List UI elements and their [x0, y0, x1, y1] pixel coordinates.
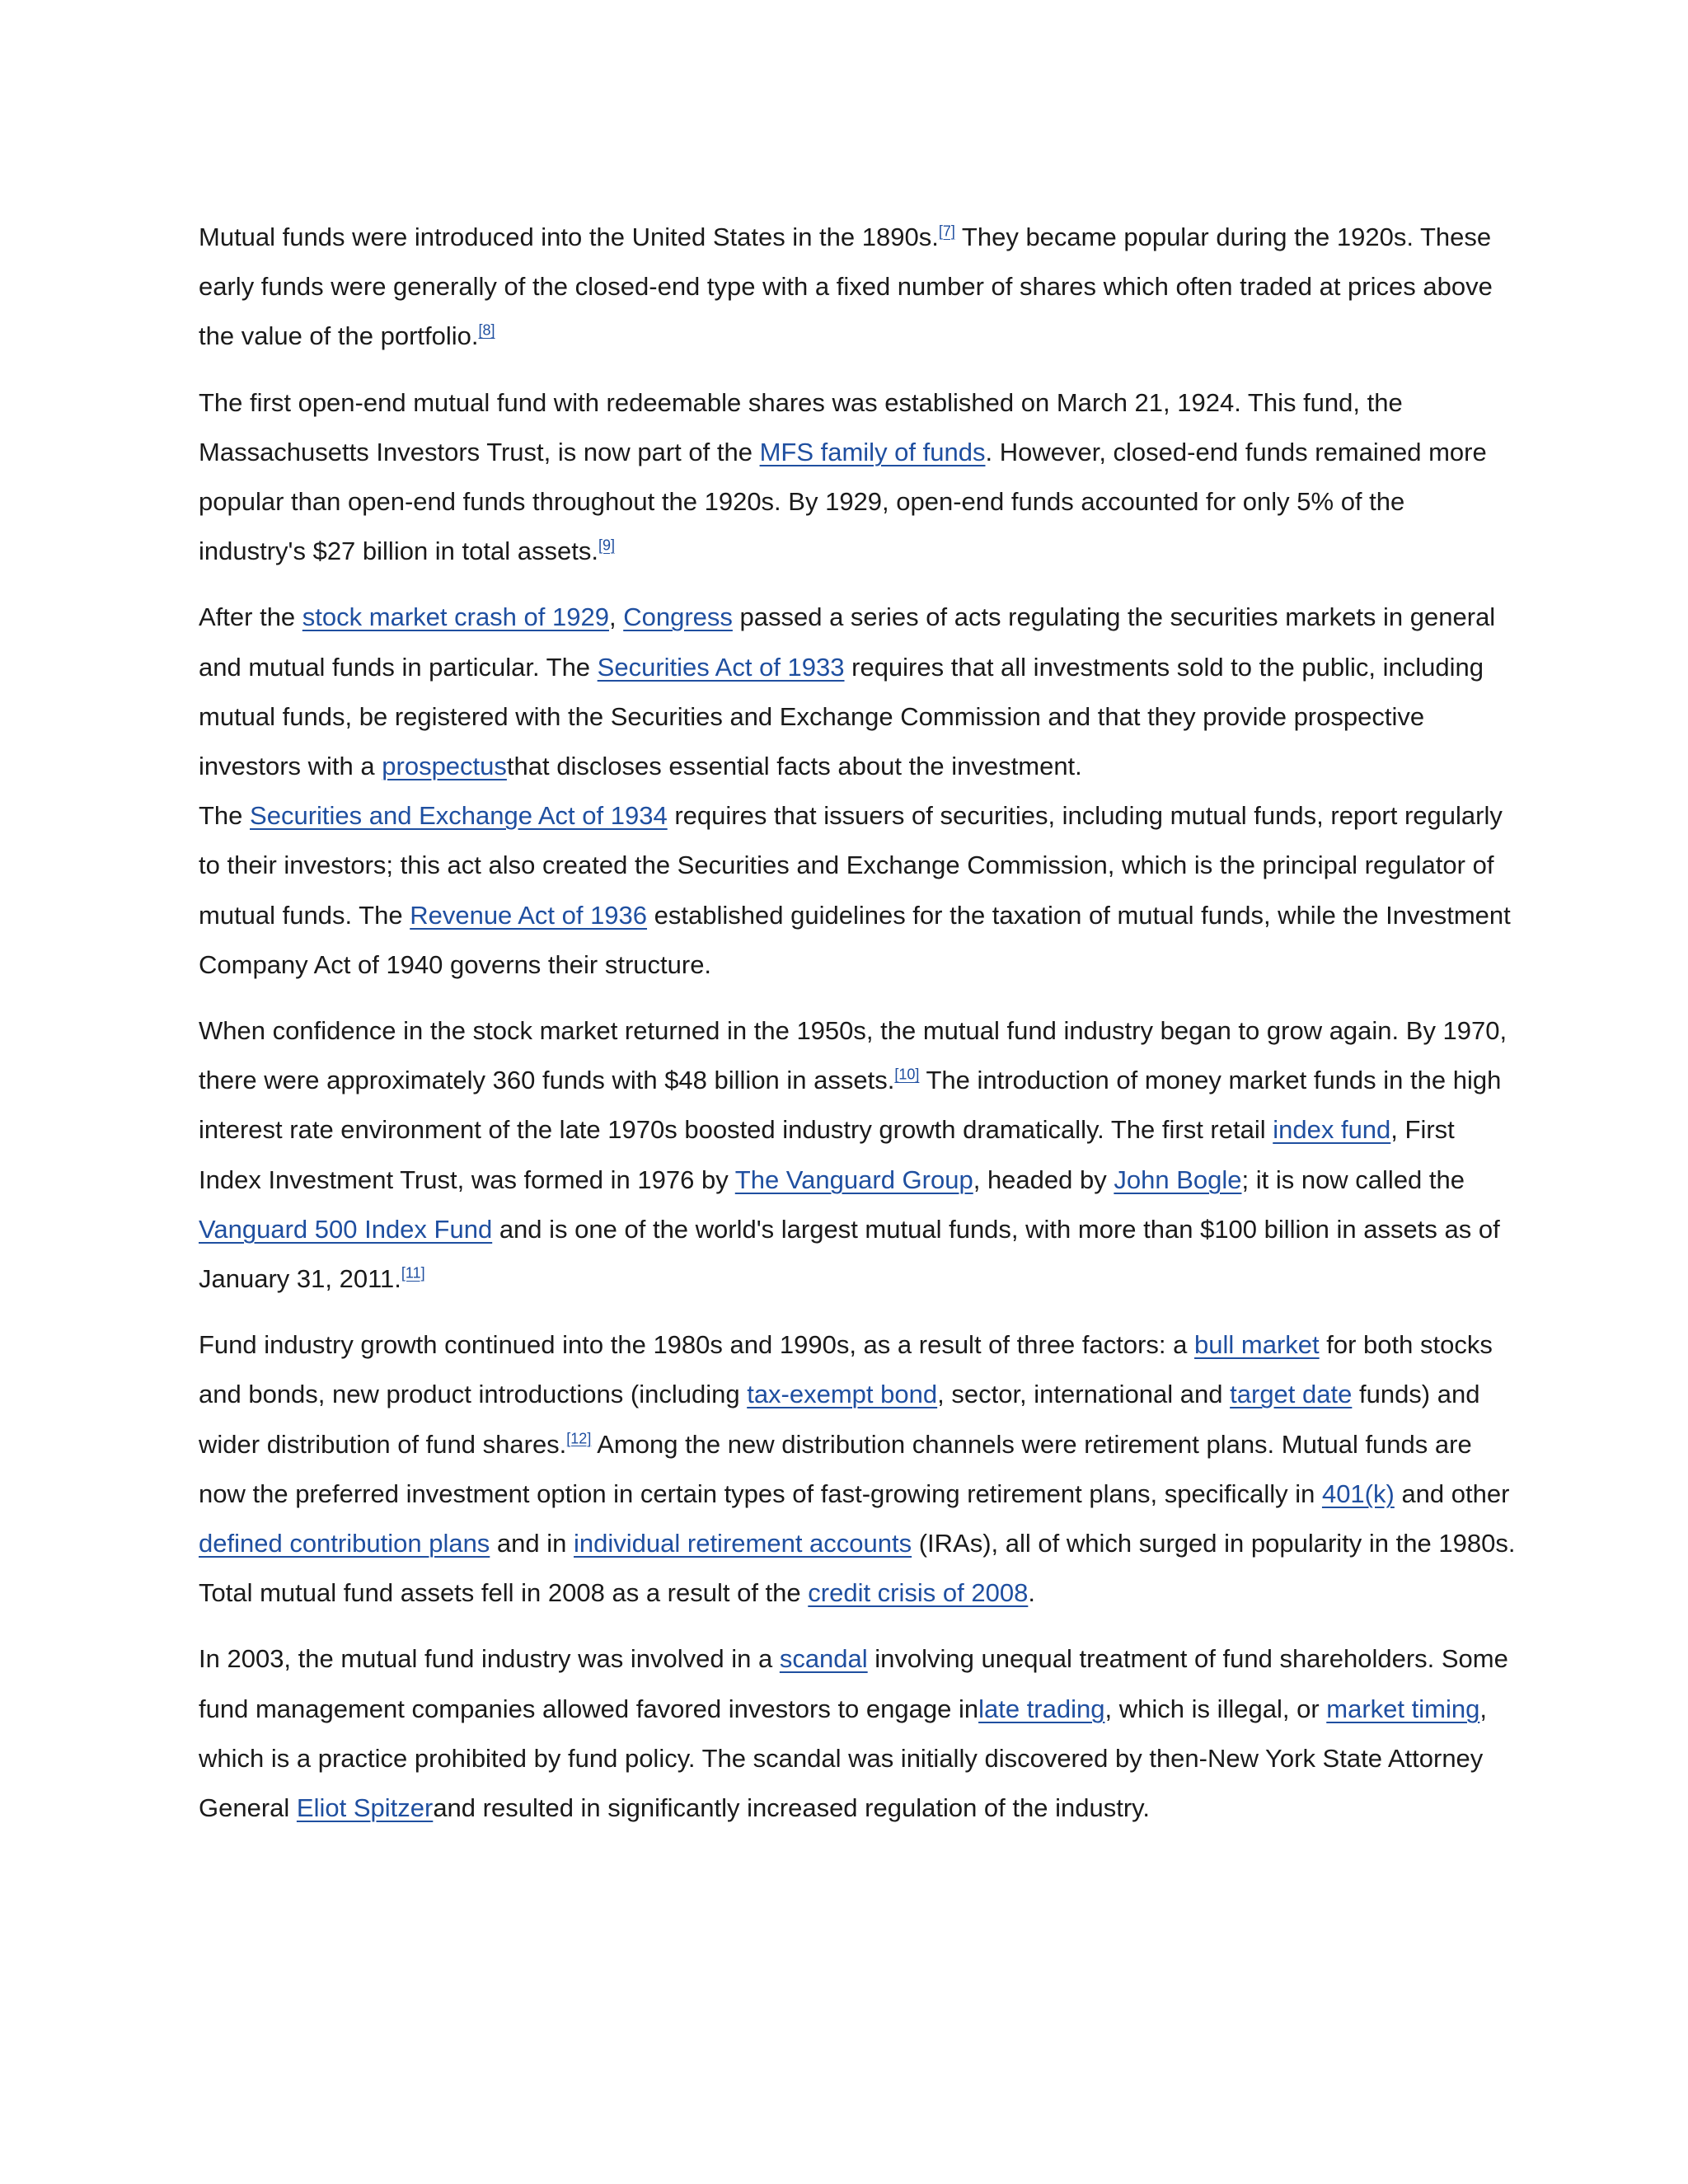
article-link[interactable]: tax-exempt bond: [747, 1380, 938, 1409]
text-run: , First Index Investment Trust, was formed in 1976 by: [199, 1115, 1455, 1194]
text-run: , which is a practice prohibited by fund policy. The scandal was initially discovered by then-New York State Attorney General: [199, 1694, 1487, 1823]
article-link[interactable]: index fund: [1273, 1115, 1391, 1145]
text-run: ; it is now called the: [1241, 1165, 1465, 1194]
paragraph: [199, 593, 1517, 990]
text-run: After the: [199, 602, 302, 632]
text-run: established guidelines for the taxation of mutual funds, while the Investment Company Act of 1940 governs their structure.: [199, 900, 1511, 979]
document-body: [199, 213, 1517, 1849]
citation-link[interactable]: [7]: [938, 223, 955, 240]
text-run: , headed by: [973, 1165, 1114, 1194]
text-run: ,: [608, 602, 624, 632]
text-run: Mutual funds were introduced into the United States in the 1890s.: [199, 223, 939, 251]
citation-link[interactable]: [9]: [598, 537, 615, 554]
text-run: .: [1028, 1578, 1035, 1608]
text-run: requires that issuers of securities, including mutual funds, report regularly to their investors; this act also created the Securities and Exchange Commission, which is the principal regulator of mutual funds. The: [199, 801, 1503, 930]
text-run: requires that all investments sold to the public, including mutual funds, be registered with the Securities and Exchange Commission and that they provide prospective investors with a: [199, 652, 1484, 781]
article-link[interactable]: bull market: [1194, 1330, 1320, 1360]
article-link[interactable]: Securities and Exchange Act of 1934: [250, 801, 668, 831]
text-run: and resulted in significantly increased regulation of the industry.: [433, 1793, 1150, 1823]
paragraph: [199, 1634, 1517, 1833]
article-link[interactable]: target date: [1230, 1380, 1353, 1409]
text-run: , which is illegal, or: [1104, 1694, 1327, 1723]
text-run: funds) and wider distribution of fund shares.: [199, 1380, 1480, 1459]
text-run: involving unequal treatment of fund shareholders. Some fund management companies allowed favored investors to engage in: [199, 1644, 1508, 1723]
text-run: Among the new distribution channels were retirement plans. Mutual funds are now the preferred investment option in certain types of fast-growing retirement plans, specifically in: [199, 1429, 1472, 1508]
text-run: In 2003, the mutual fund industry was involved in a: [199, 1644, 780, 1674]
text-run: and other: [1394, 1479, 1510, 1508]
article-link[interactable]: The Vanguard Group: [734, 1165, 973, 1194]
article-link[interactable]: individual retirement accounts: [574, 1529, 912, 1558]
text-run: The first open-end mutual fund with redeemable shares was established on March 21, 1924. This fund, the Massachusetts Investors Trust, is now part of the: [199, 387, 1403, 466]
text-run: Fund industry growth continued into the 1980s and 1990s, as a result of three factors: a: [199, 1330, 1195, 1360]
text-run: (IRAs), all of which surged in popularity in the 1980s. Total mutual fund assets fell in 2008 as a result of the: [199, 1529, 1516, 1608]
article-link[interactable]: late trading: [978, 1694, 1105, 1723]
text-run: and in: [490, 1529, 574, 1558]
article-link[interactable]: Congress: [623, 602, 733, 632]
citation-link[interactable]: [12]: [566, 1430, 592, 1447]
article-link[interactable]: John Bogle: [1114, 1165, 1242, 1194]
article-link[interactable]: Securities Act of 1933: [597, 652, 845, 682]
citation-link[interactable]: [8]: [478, 322, 495, 340]
text-run: . However, closed-end funds remained more popular than open-end funds throughout the 1920s. By 1929, open-end funds accounted for only 5% of the industry's $27 billion in total assets.: [199, 437, 1487, 566]
text-run: that discloses essential facts about the investment.: [506, 752, 1082, 781]
article-link[interactable]: market timing: [1326, 1694, 1480, 1723]
text-run: for both stocks and bonds, new product introductions (including: [199, 1330, 1493, 1409]
paragraph: [199, 213, 1517, 362]
paragraph: [199, 378, 1517, 577]
article-link[interactable]: prospectus: [382, 752, 507, 781]
text-run: The introduction of money market funds in the high interest rate environment of the late 1970s boosted industry growth dramatically. The first retail: [199, 1066, 1502, 1145]
article-link[interactable]: MFS family of funds: [759, 437, 986, 466]
article-link[interactable]: credit crisis of 2008: [808, 1578, 1029, 1608]
article-link[interactable]: stock market crash of 1929: [302, 602, 609, 632]
text-run: They became popular during the 1920s. These early funds were generally of the closed-end type with a fixed number of shares which often traded at prices above the value of the portfolio.: [199, 223, 1493, 351]
paragraph: [199, 1006, 1517, 1304]
article-link[interactable]: Revenue Act of 1936: [410, 900, 648, 930]
text-run: The: [199, 801, 251, 831]
citation-link[interactable]: [11]: [401, 1264, 425, 1282]
text-run: , sector, international and: [937, 1380, 1231, 1409]
article-link[interactable]: Vanguard 500 Index Fund: [199, 1214, 493, 1244]
text-run: passed a series of acts regulating the securities markets in general and mutual funds in particular. The: [199, 602, 1496, 682]
paragraph: [199, 1320, 1517, 1618]
text-run: When confidence in the stock market returned in the 1950s, the mutual fund industry began to grow again. By 1970, there were approximately 360 funds with $48 billion in assets.: [199, 1016, 1507, 1095]
article-link[interactable]: Eliot Spitzer: [296, 1793, 434, 1823]
text-run: and is one of the world's largest mutual funds, with more than $100 billion in assets as of January 31, 2011.: [199, 1214, 1500, 1294]
citation-link[interactable]: [10]: [894, 1066, 920, 1083]
article-link[interactable]: scandal: [779, 1644, 868, 1674]
article-link[interactable]: 401(k): [1321, 1479, 1395, 1508]
article-link[interactable]: defined contribution plans: [199, 1529, 490, 1558]
